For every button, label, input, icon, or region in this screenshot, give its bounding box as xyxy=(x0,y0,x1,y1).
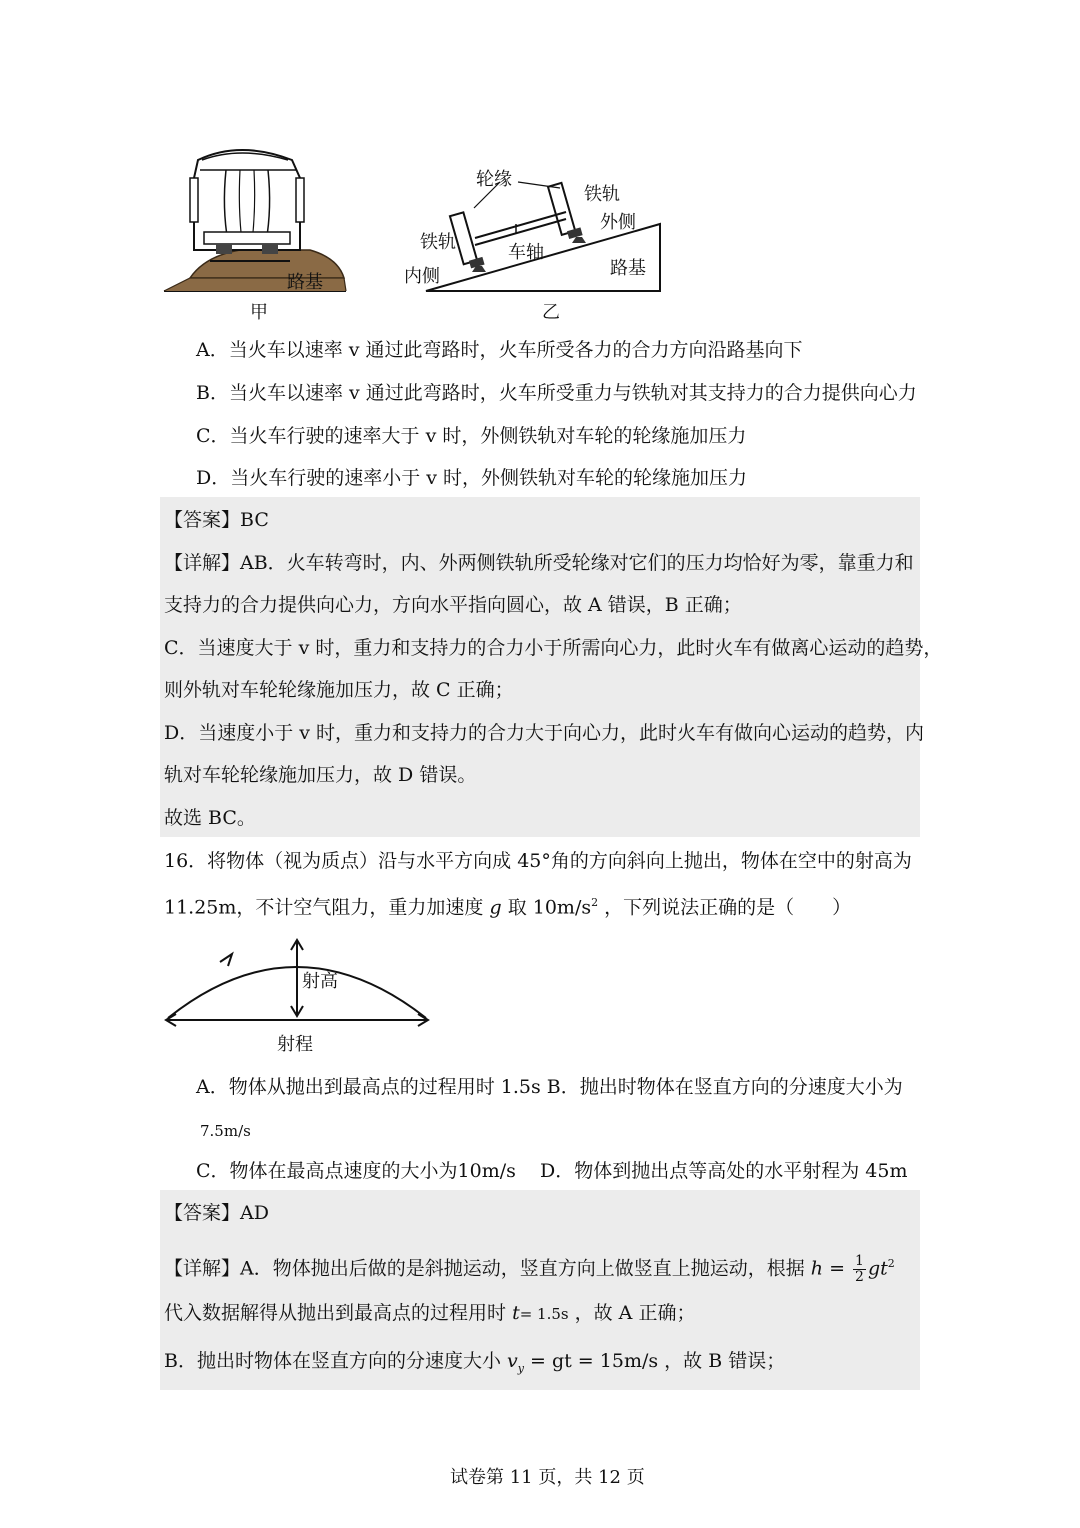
q16-stem-gexp: 2 xyxy=(591,896,599,909)
q16-stem-line1: 16．将物体（视为质点）沿与水平方向成 45°角的方向斜向上抛出，物体在空中的射高为 xyxy=(164,850,912,872)
q15-option-c: C．当火车行驶的速率大于 v 时，外侧铁轨对车轮的轮缘施加压力 xyxy=(196,425,747,447)
outer-rail-label: 铁轨 xyxy=(584,184,620,205)
formula-exponent: 2 xyxy=(887,1257,895,1270)
q15-option-a: A．当火车以速率 v 通过此弯路时，火车所受各力的合力方向沿路基向下 xyxy=(196,339,803,361)
velocity-subscript: y xyxy=(517,1361,524,1375)
q16-detail-text1: 【详解】A．物体抛出后做的是斜抛运动，竖直方向上做竖直上抛运动，根据 xyxy=(164,1257,805,1280)
q16-detail-text2: 代入数据解得从抛出到最高点的过程用时 xyxy=(164,1302,507,1324)
formula-gt: gt xyxy=(867,1257,888,1280)
train-embankment-label: 路基 xyxy=(287,272,323,293)
q15-detail-line3: C．当速度大于 v 时，重力和支持力的合力小于所需向心力，此时火车有做离心运动的趋势， xyxy=(164,637,943,659)
q15-detail-line6: 轨对车轮轮缘施加压力，故 D 错误。 xyxy=(164,764,477,786)
inner-rail-label: 铁轨 xyxy=(420,232,456,253)
max-height-label: 射高 xyxy=(302,971,338,992)
formula-denominator: 2 xyxy=(855,1268,864,1285)
velocity-formula: = gt = 15m/s xyxy=(523,1350,659,1372)
q16-detail-line3 xyxy=(164,1348,785,1382)
q16-stem-g: g xyxy=(489,896,502,919)
velocity-symbol: v xyxy=(507,1350,518,1372)
q15-detail-line2: 支持力的合力提供向心力，方向水平指向圆心，故 A 错误，B 正确； xyxy=(164,594,742,616)
q16-detail-text2-end: ，故 A 正确； xyxy=(574,1302,696,1324)
track-embankment-label: 路基 xyxy=(610,258,646,279)
formula-fraction xyxy=(853,1254,866,1285)
q16-stem-take: 取 xyxy=(507,896,527,919)
q16-option-b-cont: 7.5m/s xyxy=(200,1122,251,1140)
q16-stem-gvalue: 10m/s xyxy=(532,896,592,919)
q16-stem-height: 11.25m，不计空气阻力，重力加速度 xyxy=(164,896,484,919)
q15-answer: 【答案】BC xyxy=(164,509,269,531)
q16-option-c: C．物体在最高点速度的大小为10m/s xyxy=(196,1160,516,1182)
formula-numerator: 1 xyxy=(855,1252,864,1269)
range-label: 射程 xyxy=(277,1034,313,1055)
figure-yi-caption: 乙 xyxy=(542,302,560,323)
q16-stem-line2 xyxy=(164,890,851,920)
q15-option-b: B．当火车以速率 v 通过此弯路时，火车所受重力与铁轨对其支持力的合力提供向心力 xyxy=(196,382,917,404)
q16-option-d: D．物体到抛出点等高处的水平射程为 45m xyxy=(540,1160,908,1182)
inner-side-label: 内侧 xyxy=(404,266,440,287)
formula-h: h xyxy=(810,1257,824,1280)
q16-detail-line2 xyxy=(164,1300,695,1327)
projectile-figure xyxy=(160,930,440,1030)
outer-side-label: 外侧 xyxy=(600,212,636,233)
page-footer: 试卷第 11 页，共 12 页 xyxy=(450,1467,645,1488)
q15-detail-line1: 【详解】AB．火车转弯时，内、外两侧铁轨所受轮缘对它们的压力均恰好为零，靠重力和 xyxy=(164,552,914,574)
time-value: = 1.5s xyxy=(519,1305,569,1323)
train-figure xyxy=(160,138,360,298)
time-symbol: t xyxy=(512,1302,520,1324)
q15-detail-line4: 则外轨对车轮轮缘施加压力，故 C 正确； xyxy=(164,679,514,701)
flange-label: 轮缘 xyxy=(476,169,512,190)
q16-option-ab: A．物体从抛出到最高点的过程用时 1.5s B．抛出时物体在竖直方向的分速度大小为 xyxy=(196,1076,903,1098)
q15-option-d: D．当火车行驶的速率小于 v 时，外侧铁轨对车轮的轮缘施加压力 xyxy=(196,467,748,489)
q16-answer: 【答案】AD xyxy=(164,1202,269,1224)
q16-detail-text3-end: ，故 B 错误； xyxy=(664,1350,786,1372)
q16-detail-line1 xyxy=(164,1244,895,1288)
axle-label: 车轴 xyxy=(508,242,544,263)
q16-stem-question: ，下列说法正确的是（ ） xyxy=(604,896,852,919)
q15-detail-line5: D．当速度小于 v 时，重力和支持力的合力大于向心力，此时火车有做向心运动的趋势，内 xyxy=(164,722,925,744)
formula-equals: = xyxy=(829,1257,845,1280)
figure-jia-caption: 甲 xyxy=(250,302,268,323)
q15-detail-line7: 故选 BC。 xyxy=(164,807,256,829)
q16-detail-text3: B．抛出时物体在竖直方向的分速度大小 xyxy=(164,1350,501,1372)
